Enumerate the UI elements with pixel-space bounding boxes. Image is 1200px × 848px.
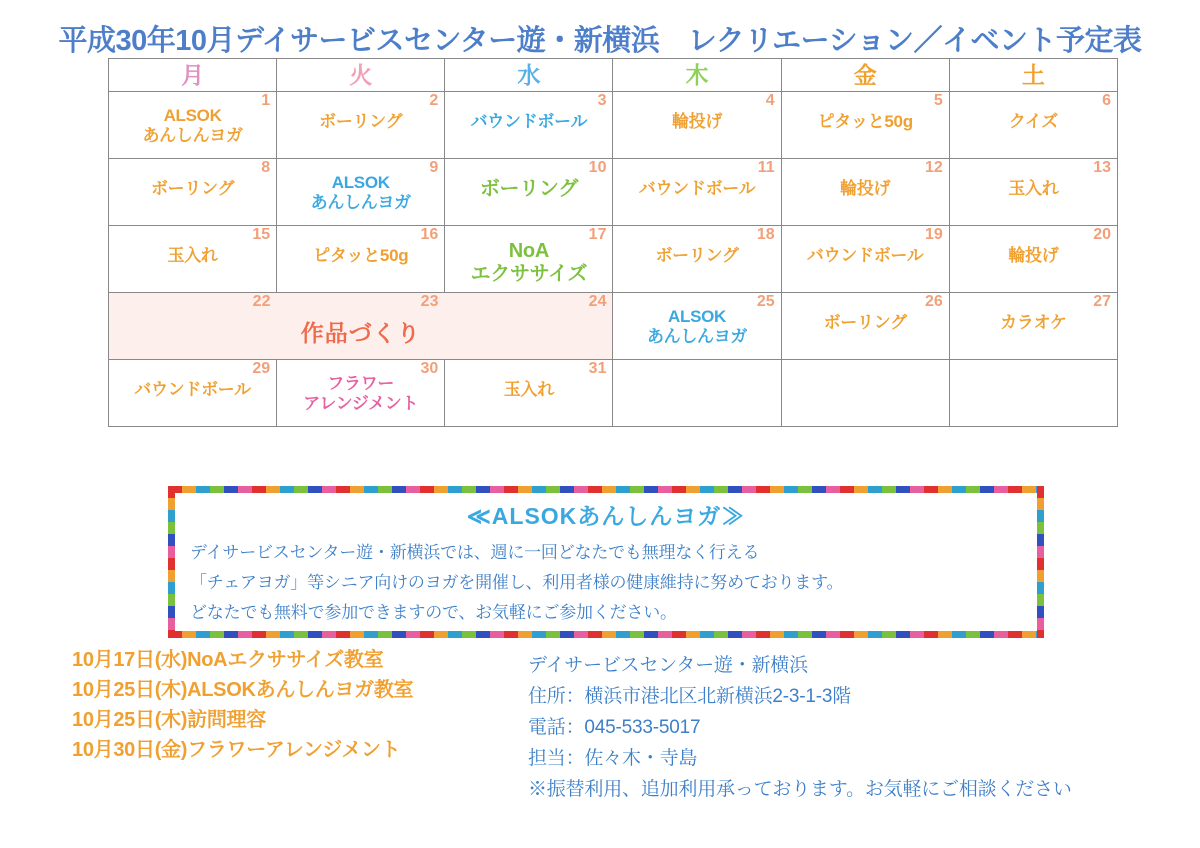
day-event-label: 輪投げ bbox=[840, 179, 891, 198]
calendar-body bbox=[109, 92, 1118, 427]
calendar-day-26 bbox=[781, 293, 949, 360]
yoga-text-line-1: デイサービスセンター遊・新横浜では、週に一回どなたでも無理なく行える bbox=[190, 543, 760, 562]
day-number: 30 bbox=[420, 360, 439, 377]
special-event-item: 10月30日(金)フラワーアレンジメント bbox=[72, 739, 401, 761]
day-event-label: バウンドボール bbox=[638, 179, 756, 198]
day-number: 10 bbox=[588, 159, 607, 176]
day-number: 8 bbox=[261, 159, 271, 176]
day-event-label: ボーリング bbox=[479, 178, 578, 200]
day-number: 3 bbox=[597, 92, 607, 109]
calendar-day-19 bbox=[781, 226, 949, 293]
calendar-week-row bbox=[109, 92, 1118, 159]
day-event-label: 玉入れ bbox=[503, 380, 554, 399]
day-number: 19 bbox=[924, 226, 943, 243]
yoga-heading: ≪ALSOKあんしんヨガ≫ bbox=[466, 503, 746, 529]
day-event-label: ピタッと50g bbox=[313, 246, 409, 265]
calendar-day-31 bbox=[445, 360, 613, 427]
day-number: 1 bbox=[261, 92, 271, 109]
day-event-label: フラワー アレンジメント bbox=[303, 374, 419, 413]
calendar-day-9 bbox=[277, 159, 445, 226]
calendar-day-17 bbox=[445, 226, 613, 293]
calendar-day-6 bbox=[949, 92, 1117, 159]
calendar-day-11 bbox=[613, 159, 781, 226]
special-events-list bbox=[72, 645, 413, 765]
calendar-day-30 bbox=[277, 360, 445, 427]
day-event-label: バウンドボール bbox=[806, 246, 924, 265]
facility-info-line: 担当：佐々木・寺島 bbox=[528, 748, 698, 769]
weekday-header-mon: 月 bbox=[109, 59, 277, 92]
weekday-header-fri: 金 bbox=[781, 59, 949, 92]
day-number: 4 bbox=[765, 92, 775, 109]
day-number: 6 bbox=[1102, 92, 1111, 109]
day-event-label: ピタッと50g bbox=[817, 112, 913, 131]
calendar-day-20 bbox=[949, 226, 1117, 293]
special-event-item: 10月25日(木)ALSOKあんしんヨガ教室 bbox=[72, 679, 414, 701]
day-event-label: NoA エクササイズ bbox=[470, 240, 588, 285]
calendar-day-empty bbox=[781, 360, 949, 427]
yoga-text-line-2: 「チェアヨガ」等シニア向けのヨガを開催し、利用者様の健康維持に努めております。 bbox=[190, 573, 844, 592]
day-number: 11 bbox=[757, 159, 775, 176]
day-event-label: カラオケ bbox=[1000, 313, 1067, 332]
calendar-header-row bbox=[109, 59, 1118, 92]
calendar-day-1 bbox=[109, 92, 277, 159]
day-event-label: ALSOK あんしんヨガ bbox=[310, 173, 411, 212]
calendar-day-2 bbox=[277, 92, 445, 159]
calendar-day-empty bbox=[613, 360, 781, 427]
calendar-week-row bbox=[109, 159, 1118, 226]
calendar-day-15 bbox=[109, 226, 277, 293]
day-number: 13 bbox=[1093, 159, 1111, 176]
calendar-week-row bbox=[109, 226, 1118, 293]
calendar-day-empty bbox=[949, 360, 1117, 427]
day-event-label: クイズ bbox=[1008, 112, 1058, 131]
day-number: 23 bbox=[420, 293, 439, 310]
schedule-calendar bbox=[108, 58, 1118, 427]
day-number: 20 bbox=[1093, 226, 1111, 243]
day-event-label: ALSOK あんしんヨガ bbox=[142, 106, 243, 145]
day-number: 29 bbox=[252, 360, 271, 377]
day-number: 27 bbox=[1093, 293, 1111, 310]
dashed-border-top bbox=[168, 486, 1044, 493]
day-number: 26 bbox=[924, 293, 943, 310]
day-event-label: ボーリング bbox=[150, 179, 235, 198]
day-number: 12 bbox=[924, 159, 943, 176]
facility-info-line: 住所：横浜市港北区北新横浜2‐3‐1‐3階 bbox=[528, 686, 852, 707]
day-event-label: 玉入れ bbox=[167, 246, 218, 265]
calendar-week-row bbox=[109, 293, 1118, 360]
calendar-day-3 bbox=[445, 92, 613, 159]
calendar-day-25 bbox=[613, 293, 781, 360]
day-event-label: バウンドボール bbox=[470, 112, 588, 131]
day-event-label: バウンドボール bbox=[134, 380, 251, 399]
day-number: 15 bbox=[252, 226, 271, 243]
calendar-day-27 bbox=[949, 293, 1117, 360]
day-event-label: ボーリング bbox=[823, 313, 907, 332]
page-title: 平成30年10月デイサービスセンター遊・新横浜 レクリエーション／イベント予定表 bbox=[58, 25, 1142, 57]
day-event-label: ALSOK あんしんヨガ bbox=[646, 307, 748, 346]
calendar-day-8 bbox=[109, 159, 277, 226]
day-event-label: ボーリング bbox=[319, 112, 403, 131]
yoga-info-box bbox=[168, 486, 1044, 638]
weekday-header-tue: 火 bbox=[277, 59, 445, 92]
day-number: 9 bbox=[429, 159, 439, 176]
calendar-day-12 bbox=[781, 159, 949, 226]
day-event-label: 玉入れ bbox=[1008, 179, 1059, 198]
day-number: 24 bbox=[588, 293, 607, 310]
day-event-label: 輪投げ bbox=[671, 112, 723, 131]
calendar-day-29 bbox=[109, 360, 277, 427]
calendar-day-5 bbox=[781, 92, 949, 159]
special-event-item: 10月17日(水)NoAエクササイズ教室 bbox=[72, 649, 384, 671]
day-number: 16 bbox=[420, 226, 439, 243]
craft-event-label: 作品づくり bbox=[300, 320, 421, 346]
weekday-header-sat: 土 bbox=[949, 59, 1117, 92]
facility-info-block bbox=[528, 650, 1072, 805]
calendar-day-16 bbox=[277, 226, 445, 293]
day-number: 22 bbox=[252, 293, 271, 310]
yoga-text-line-3: どなたでも無料で参加できますので、お気軽にご参加ください。 bbox=[190, 603, 677, 622]
day-number: 2 bbox=[429, 92, 439, 109]
calendar-week-row bbox=[109, 360, 1118, 427]
weekday-header-wed: 水 bbox=[445, 59, 613, 92]
facility-info-line: ※振替利用、追加利用承っております。お気軽にご相談ください bbox=[528, 779, 1072, 800]
weekday-header-thu: 木 bbox=[613, 59, 781, 92]
calendar-craft-span bbox=[109, 293, 613, 360]
day-number: 31 bbox=[588, 360, 607, 377]
facility-info-line: 電話：045‐533‐5017 bbox=[528, 717, 701, 738]
day-number: 17 bbox=[588, 226, 607, 243]
calendar-day-10 bbox=[445, 159, 613, 226]
day-number: 18 bbox=[756, 226, 775, 243]
calendar-day-18 bbox=[613, 226, 781, 293]
day-event-label: 輪投げ bbox=[1008, 246, 1059, 265]
calendar-day-4 bbox=[613, 92, 781, 159]
facility-info-line: デイサービスセンター遊・新横浜 bbox=[528, 655, 808, 676]
day-number: 25 bbox=[756, 293, 775, 310]
special-event-item: 10月25日(木)訪問理容 bbox=[72, 709, 266, 731]
dashed-border-bottom bbox=[168, 631, 1044, 638]
calendar-day-13 bbox=[949, 159, 1117, 226]
day-event-label: ボーリング bbox=[655, 246, 739, 265]
day-number: 5 bbox=[933, 92, 943, 109]
